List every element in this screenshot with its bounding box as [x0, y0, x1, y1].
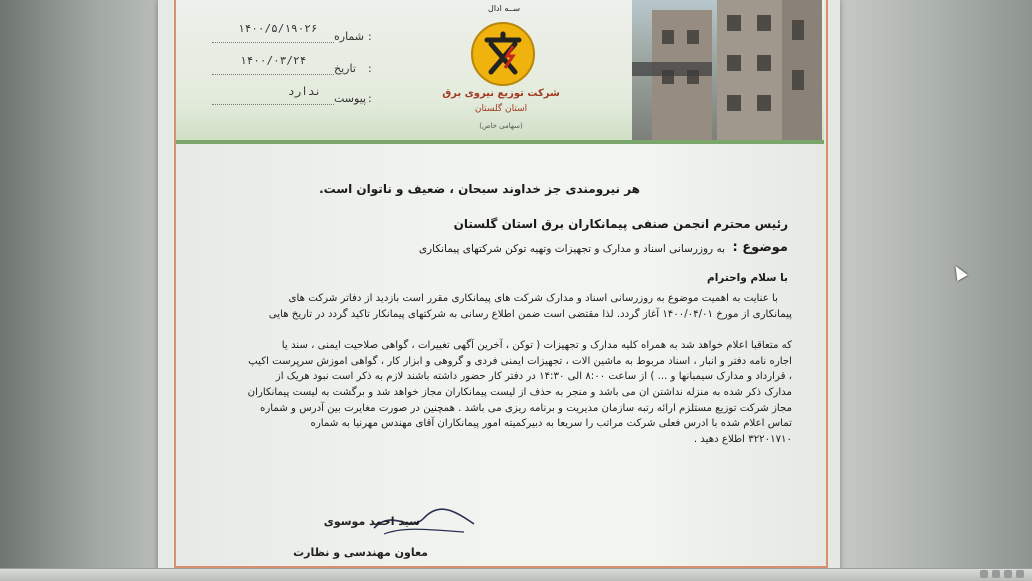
body-line: تماس اعلام شده با ادرس فعلی شرکت مراتب را سریعا به دبیرکمیته امور پیمانکاران آقای مهندس مهرنیا به شماره: [310, 418, 792, 430]
subject-text: به روزرسانی اسناد و مدارک و تجهیزات وتهیه توکن شرکتهای پیمانکاری: [418, 243, 725, 255]
signer-name: سید احمد موسوی: [323, 515, 420, 528]
body-line: مدارک ذکر شده به منزله نداشتن ان می باشد و منجر به حذف از لیست پیمانکاران مجاز خواهد شد و برگشت به لیست پیمانکاران: [247, 386, 792, 398]
tray-icon[interactable]: [1004, 570, 1012, 578]
attachment-label: پیوست: [334, 92, 367, 105]
date-label: تاریخ: [334, 62, 356, 75]
body-line: که متعاقبا اعلام خواهد شد به همراه کلیه مدارک و تجهیزات ( توکن ، آخرین آگهی تغییرات ، گواهی صلاحیت ایمنی ، سند یا: [281, 340, 792, 352]
tray-icon[interactable]: [992, 570, 1000, 578]
letter-recipient: رئیس محترم انجمن صنفی پیمانکاران برق استان گلستان: [453, 217, 788, 231]
tray-icon[interactable]: [980, 570, 988, 578]
body-line: پیمانکاری از مورخ ۱۴۰۰/۰۴/۰۱ آغاز گردد. لذا مقتضی است ضمن اطلاع رسانی به شرکتهای پیمانکار تاکید گردد در تاریخ هایی: [268, 308, 792, 320]
letter-motto: هر نیرومندی جز خداوند سبحان ، ضعیف و ناتوان است.: [319, 182, 640, 196]
body-line: ۳۲۲۰۱۷۱۰ اطلاع دهید .: [693, 433, 792, 445]
desktop-background-right: [832, 0, 1032, 581]
company-name: شرکت توزیع نیروی برق: [442, 88, 560, 99]
body-line: اجاره نامه دفتر و انبار ، اسناد مربوط به ماشین الات ، تجهیزات ایمنی فردی و گروهی و ابزار کار ، گواهی اموزش سرپرست اکیپ: [248, 355, 792, 367]
date-value: ۱۴۰۰/۰۳/۲۴: [240, 54, 307, 67]
system-tray[interactable]: [980, 570, 1024, 580]
number-label: شماره: [334, 30, 365, 43]
desktop-background-left: [0, 0, 160, 581]
letter-document: شماره : ۱۴۰۰/۵/۱۹۰۲۶ تاریخ : ۱۴۰۰/۰۳/۲۴ پیوست : ندارد ســه ادال شرکت توزیع نیروی برق استان گلستان (سهامی خاص) هر نیرومندی جز خداوند سبحان ، ضعیف و ناتوان است. رئیس محترم انجمن صنفی پیمانکاران برق استان گلستان موضوع : به روزرسانی اسناد و مدارک و تجهیزات وتهیه توکن شرکتهای پیمانکاری با سلام واحترام با عنایت به اهمیت موضوع به روزرسانی اسناد و مدارک شرکت های پیمانکاری مقرر است بازدید از دفاتر شرکت های پیمانکاری از مورخ ۱۴۰۰/۰۴/۰۱ آغاز گردد. لذا مقتضی است ضمن اطلاع رسانی به شرکتهای پیمانکار تاکید گردد در تاریخ هایی که متعاقبا اعلام خواهد شد به همراه کلیه مدارک و تجهیزات ( توکن ، آخرین آگهی تغییرات ، گواهی صلاحیت ایمنی ، سند یا اجاره نامه دفتر و انبار ، اسناد مربوط به ماشین الات ، تجهیزات ایمنی فردی و گروهی و ابزار کار ، گواهی اموزش سرپرست اکیپ ، قرارداد و مدارک سیمبانها و ... ) از ساعت ۸:۰۰ الی ۱۴:۳۰ در دفتر کار حضور داشته باشند لازم به ذکر است نبود هریک از مدارک ذکر شده به منزله نداشتن ان می باشد و منجر به حذف از لیست پیمانکاران مجاز خواهد شد و برگشت به لیست پیمانکاران مجاز شرکت توزیع مستلزم ارائه رتبه سازمان مدیریت و برنامه ریزی می باشد . همچنین در صورت مغایرت بین آدرس و شماره تماس اعلام شده با ادرس فعلی شرکت مراتب را سریعا به دبیرکمیته امور پیمانکاران آقای مهندس مهرنیا به شماره ۳۲۲۰۱۷۱۰ اطلاع دهید . سید احمد موسوی معاون مهندسی و نظارت: [158, 0, 840, 572]
company-subtitle: (سهامی خاص): [479, 122, 523, 130]
taskbar[interactable]: [0, 568, 1032, 581]
number-value: ۱۴۰۰/۵/۱۹۰۲۶: [238, 22, 318, 35]
subject-label: موضوع :: [732, 240, 788, 255]
logo-tag: ســه ادال: [488, 4, 521, 13]
body-line: ، قرارداد و مدارک سیمبانها و ... ) از ساعت ۸:۰۰ الی ۱۴:۳۰ در دفتر کار حضور داشته باشند لازم به ذکر است نبود هریک از: [275, 371, 792, 383]
body-line: با عنایت به اهمیت موضوع به روزرسانی اسناد و مدارک شرکت های پیمانکاری مقرر است بازدید از دفاتر شرکت های: [288, 293, 778, 304]
greeting: با سلام واحترام: [707, 272, 788, 284]
body-line: مجاز شرکت توزیع مستلزم ارائه رتبه سازمان مدیریت و برنامه ریزی می باشد . همچنین در صورت مغایرت بین آدرس و شماره: [260, 402, 792, 414]
tray-icon[interactable]: [1016, 570, 1024, 578]
company-province: استان گلستان: [474, 104, 528, 114]
signer-title: معاون مهندسی و نظارت: [293, 546, 428, 559]
attachment-value: ندارد: [288, 85, 322, 98]
page-border: [174, 0, 828, 568]
